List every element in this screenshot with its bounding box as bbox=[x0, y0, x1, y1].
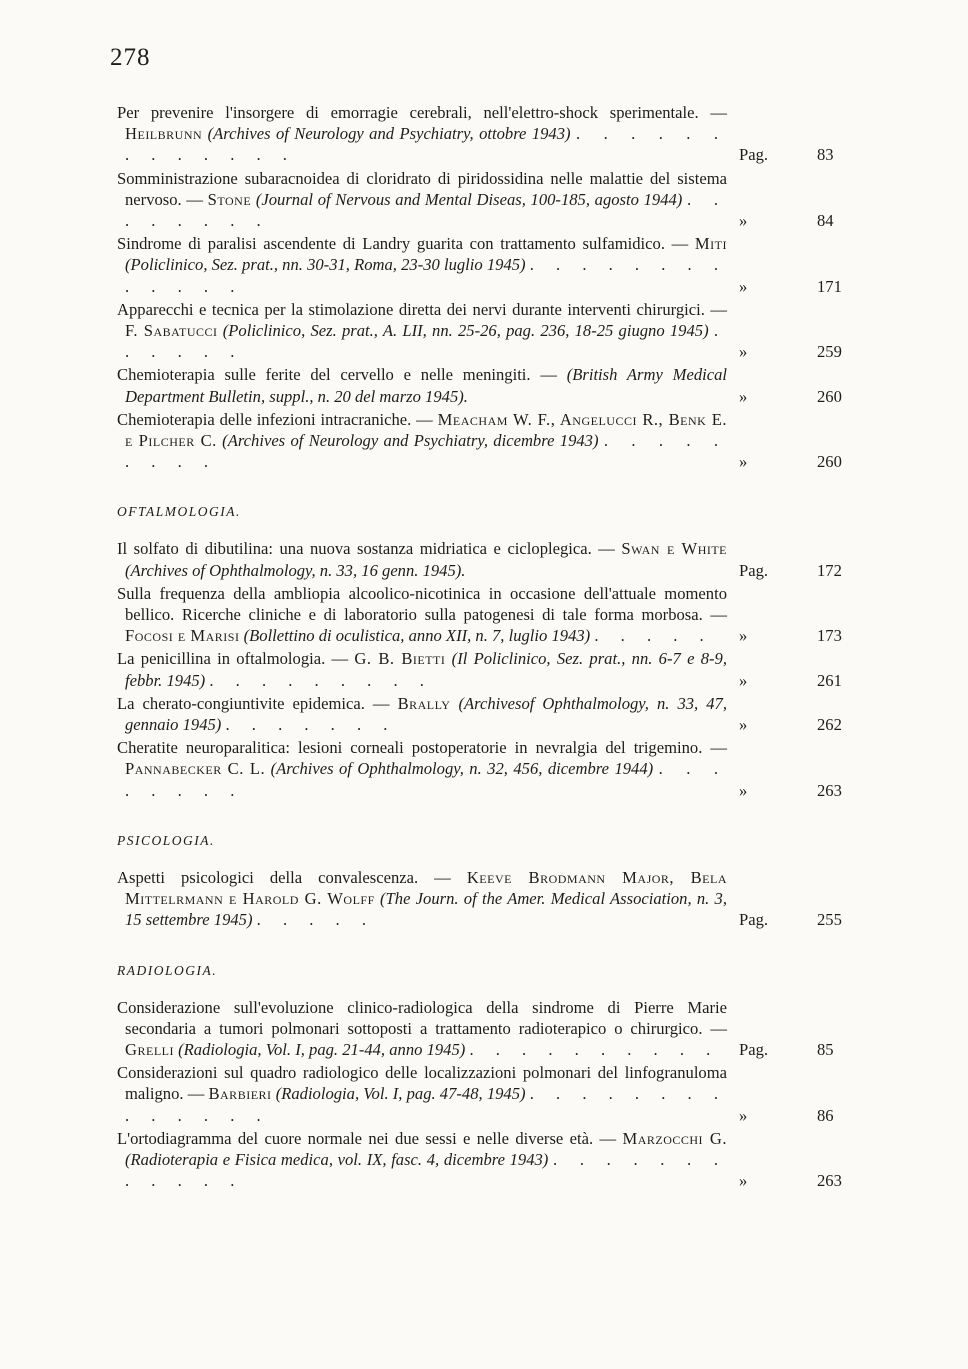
page-ref-number: 83 bbox=[817, 145, 834, 165]
entry-title: L'ortodiagramma del cuore normale nei due sessi e nelle diverse età. bbox=[117, 1128, 594, 1148]
entry-author: Meacham W. F., Angelucci R., Benk E. e Pilcher C. bbox=[125, 409, 727, 451]
entry-source: (Archives of Ophthalmology, n. 33, 16 genn. 1945). bbox=[125, 560, 466, 580]
entry-title: Chemioterapia delle infezioni intracraniche. bbox=[117, 409, 412, 429]
page-mark: » bbox=[739, 670, 748, 690]
page-ref-number: 255 bbox=[817, 910, 842, 930]
page-reference bbox=[727, 625, 857, 646]
index-entry: Considerazione sull'evoluzione clinico-radiologica della sindrome di Pierre Marie secondaria a tumori polmonari sottoposti a trattamento radioterapico o chirurgico. — Grelli (Radiologia, Vol. I, pag. 21-44, anno 1945) . . . . . . . . . . Pag. 85 bbox=[117, 997, 857, 1061]
index-entry: Aspetti psicologici della convalescenza. — Keeve Brodmann Major, Bela Mittelrmann e Harold G. Wolff (The Journ. of the Amer. Medical Association, n. 3, 15 settembre 1945) . . . . . Pag. 255 bbox=[117, 867, 857, 931]
entry-author: Focosi e Marisi bbox=[125, 626, 240, 646]
entry-title: Sulla frequenza della ambliopia alcoolico-nicotinica in occasione dell'attuale momento bellico. Ricerche cliniche e di laboratorio sulla patogenesi di tale forma morbosa. bbox=[117, 583, 727, 625]
leader-dots: . . . . . . bbox=[125, 321, 727, 362]
entry-author: Pannabecker C. L. bbox=[125, 759, 266, 779]
page-reference bbox=[727, 451, 857, 472]
index-entry: Somministrazione subaracnoidea di cloridrato di piridossidina nelle malattie del sistema nervoso. — Stone (Journal of Nervous and Mental Diseas, 100-185, agosto 1944) . . . . . . . . » 84 bbox=[117, 168, 857, 232]
entry-author: Heilbrunn bbox=[125, 124, 203, 144]
page-reference bbox=[727, 714, 857, 735]
index-entry: Cheratite neuroparalitica: lesioni corneali postoperatorie in nevralgia del trigemino. — Pannabecker C. L. (Archives of Ophthalmology, n. 32, 456, dicembre 1944) . . . . . . . . » 263 bbox=[117, 737, 857, 801]
entry-source: (Policlinico, Sez. prat., nn. 30-31, Roma, 23-30 luglio 1945) bbox=[125, 255, 526, 275]
page-ref-number: 171 bbox=[817, 276, 842, 296]
entry-title: Cheratite neuroparalitica: lesioni corneali postoperatorie in nevralgia del trigemino. bbox=[117, 738, 703, 758]
page-ref-number: 263 bbox=[817, 1171, 842, 1191]
page-mark: » bbox=[739, 342, 748, 362]
index-entry: L'ortodiagramma del cuore normale nei due sessi e nelle diverse età. — Marzocchi G. (Radioterapia e Fisica medica, vol. IX, fasc. 4, dicembre 1943) . . . . . . . . . . . . » 263 bbox=[117, 1128, 857, 1192]
page-mark: » bbox=[739, 452, 748, 472]
page-mark: Pag. bbox=[739, 145, 769, 165]
entry-source: (Archives of Neurology and Psychiatry, ottobre 1943) bbox=[207, 124, 571, 144]
entry-title: Aspetti psicologici della convalescenza. bbox=[117, 867, 419, 887]
entry-source: (Archivesof Ophthalmology, n. 33, 47, gennaio 1945) bbox=[125, 693, 727, 735]
leader-dots: . . . . . . . . . . . . bbox=[125, 1149, 728, 1191]
page-ref-number: 173 bbox=[817, 626, 842, 646]
page-ref-number: 86 bbox=[817, 1105, 834, 1125]
index-entry: Considerazioni sul quadro radiologico delle localizzazioni polmonari del linfogranuloma maligno. — Barbieri (Radiologia, Vol. I, pag. 47-48, 1945) . . . . . . . . . . . . . . » 86 bbox=[117, 1062, 857, 1126]
page-mark: » bbox=[739, 1105, 748, 1125]
leader-dots: . . . . . bbox=[594, 626, 713, 646]
index-entry: Per prevenire l'insorgere di emorragie cerebrali, nell'elettro-shock sperimentale. — Heilbrunn (Archives of Neurology and Psychiatry, ottobre 1943) . . . . . . . . . . . . . Pag. 83 bbox=[117, 102, 857, 166]
entry-author: Marzocchi G. bbox=[622, 1128, 728, 1148]
index-entry: Apparecchi e tecnica per la stimolazione diretta dei nervi durante interventi chirurgici. — F. Sabatucci (Policlinico, Sez. prat., A. LII, nn. 25-26, pag. 236, 18-25 giugno 1945) . . . . . . » 259 bbox=[117, 299, 857, 363]
entry-source: (British Army Medical Department Bulletin, suppl., n. 20 del marzo 1945). bbox=[125, 365, 727, 406]
leader-dots: . . . . . . . . . bbox=[125, 431, 727, 472]
leader-dots: . . . . . . . . . . . . . bbox=[125, 255, 727, 296]
entry-source: (Bollettino di oculistica, anno XII, n. 7, luglio 1943) bbox=[243, 626, 591, 646]
entry-title: Per prevenire l'insorgere di emorragie cerebrali, nell'elettro-shock sperimentale. bbox=[117, 103, 699, 122]
page-ref-number: 85 bbox=[817, 1039, 834, 1059]
page-reference bbox=[727, 1039, 857, 1060]
page-reference bbox=[727, 145, 857, 166]
entry-author: F. Sabatucci bbox=[125, 321, 218, 341]
page-mark: Pag. bbox=[739, 560, 769, 580]
page-number: 278 bbox=[110, 44, 151, 71]
leader-dots: . . . . . . . . bbox=[125, 189, 727, 231]
entry-source: (Radiologia, Vol. I, pag. 47-48, 1945) bbox=[275, 1084, 526, 1104]
page-mark: Pag. bbox=[739, 910, 769, 930]
section-heading-ophthalmology: OFTALMOLOGIA. bbox=[117, 504, 241, 520]
section-heading-psychology: PSICOLOGIA. bbox=[117, 832, 215, 848]
page-ref-number: 260 bbox=[817, 452, 842, 472]
entry-source: (The Journ. of the Amer. Medical Association, n. 3, 15 settembre 1945) bbox=[125, 889, 727, 930]
entry-author: Keeve Brodmann Major, Bela Mittelrmann e Harold G. Wolff bbox=[125, 867, 728, 909]
leader-dots: . . . . . . . . . . . . . . bbox=[125, 1084, 727, 1125]
page-ref-number: 263 bbox=[817, 780, 842, 800]
entry-title: Chemioterapia sulle ferite del cervello e nelle meningiti. bbox=[117, 365, 531, 385]
leader-dots: . . . . . bbox=[256, 910, 375, 930]
leader-dots: . . . . . . . . . . . . . bbox=[125, 124, 728, 165]
entry-source: (Archives of Ophthalmology, n. 32, 456, dicembre 1944) bbox=[270, 759, 654, 779]
index-entry: Sindrome di paralisi ascendente di Landry guarita con trattamento sulfamidico. — Miti (Policlinico, Sez. prat., nn. 30-31, Roma, 23-30 luglio 1945) . . . . . . . . . . . . . » 171 bbox=[117, 233, 857, 297]
index-entry: La cherato-congiuntivite epidemica. — Brally (Archivesof Ophthalmology, n. 33, 47, gennaio 1945) . . . . . . . » 262 bbox=[117, 693, 857, 735]
index-entry: Chemioterapia delle infezioni intracraniche. — Meacham W. F., Angelucci R., Benk E. e Pilcher C. (Archives of Neurology and Psychiatry, dicembre 1943) . . . . . . . . . » 260 bbox=[117, 409, 857, 473]
entry-title: Apparecchi e tecnica per la stimolazione diretta dei nervi durante interventi chirurgici. bbox=[117, 299, 705, 319]
entry-title: Considerazioni sul quadro radiologico delle localizzazioni polmonari del linfogranuloma maligno. bbox=[117, 1063, 727, 1104]
page-mark: » bbox=[739, 386, 748, 406]
entry-author: G. B. Bietti bbox=[354, 649, 446, 669]
entry-title: Il solfato di dibutilina: una nuova sostanza midriatica e cicloplegica. bbox=[117, 539, 592, 559]
entry-source: (Archives of Neurology and Psychiatry, dicembre 1943) bbox=[222, 431, 599, 451]
entry-author: Brally bbox=[397, 693, 451, 713]
page-mark: » bbox=[739, 1171, 748, 1191]
section-neurology bbox=[117, 102, 857, 1193]
page-mark: » bbox=[739, 276, 748, 296]
page-mark: » bbox=[739, 211, 748, 231]
page-mark: » bbox=[739, 780, 748, 800]
index-entry: Sulla frequenza della ambliopia alcoolico-nicotinica in occasione dell'attuale momento bellico. Ricerche cliniche e di laboratorio sulla patogenesi di tale forma morbosa. — Focosi e Marisi (Bollettino di oculistica, anno XII, n. 7, luglio 1943) . . . . . » 173 bbox=[117, 583, 857, 647]
leader-dots: . . . . . . . bbox=[225, 715, 397, 735]
page-reference bbox=[727, 386, 857, 407]
entry-author: Stone bbox=[207, 189, 252, 209]
page-reference bbox=[727, 341, 857, 362]
entry-source: (Il Policlinico, Sez. prat., nn. 6-7 e 8-9, febbr. 1945) bbox=[125, 649, 727, 690]
page-mark: » bbox=[739, 626, 748, 646]
leader-dots: . . . . . . . . . bbox=[209, 670, 433, 690]
page-reference bbox=[727, 560, 857, 581]
page-reference bbox=[727, 910, 857, 931]
entry-author: Swan e White bbox=[621, 539, 728, 559]
page-ref-number: 172 bbox=[817, 560, 842, 580]
leader-dots: . . . . . . . . . . bbox=[469, 1039, 720, 1059]
entry-author: Grelli bbox=[125, 1039, 174, 1059]
page-ref-number: 84 bbox=[817, 211, 834, 231]
page-ref-number: 259 bbox=[817, 342, 842, 362]
page-reference bbox=[727, 276, 857, 297]
entry-source: (Journal of Nervous and Mental Diseas, 100-185, agosto 1944) bbox=[255, 189, 683, 209]
index-entry: La penicillina in oftalmologia. — G. B. Bietti (Il Policlinico, Sez. prat., nn. 6-7 e 8-9, febbr. 1945) . . . . . . . . . » 261 bbox=[117, 648, 857, 690]
entry-title: Considerazione sull'evoluzione clinico-radiologica della sindrome di Pierre Marie secondaria a tumori polmonari sottoposti a trattamento radioterapico o chirurgico. bbox=[117, 997, 727, 1038]
section-heading-radiology: RADIOLOGIA. bbox=[117, 962, 218, 978]
page-reference bbox=[727, 1170, 857, 1191]
entry-title: La penicillina in oftalmologia. bbox=[117, 649, 326, 669]
index-entry: Chemioterapia sulle ferite del cervello e nelle meningiti. — (British Army Medical Department Bulletin, suppl., n. 20 del marzo 1945). » 260 bbox=[117, 364, 857, 406]
page-mark: Pag. bbox=[739, 1039, 769, 1059]
page-reference bbox=[727, 1105, 857, 1126]
entry-source: (Radiologia, Vol. I, pag. 21-44, anno 1945) bbox=[178, 1039, 466, 1059]
entry-author: Barbieri bbox=[208, 1084, 272, 1104]
page-reference bbox=[727, 210, 857, 231]
entry-author: Miti bbox=[694, 234, 727, 254]
page-ref-number: 261 bbox=[817, 670, 842, 690]
page-reference bbox=[727, 670, 857, 691]
page-reference bbox=[727, 780, 857, 801]
entry-title: Sindrome di paralisi ascendente di Landry guarita con trattamento sulfamidico. bbox=[117, 234, 665, 254]
index-entry: Il solfato di dibutilina: una nuova sostanza midriatica e cicloplegica. — Swan e White (Archives of Ophthalmology, n. 33, 16 genn. 1945). Pag. 172 bbox=[117, 538, 857, 580]
page-mark: » bbox=[739, 715, 748, 735]
entry-title: La cherato-congiuntivite epidemica. bbox=[117, 693, 365, 713]
entry-source: (Radioterapia e Fisica medica, vol. IX, fasc. 4, dicembre 1943) bbox=[125, 1149, 549, 1169]
leader-dots: . . . . . . . . bbox=[125, 759, 727, 800]
page-ref-number: 260 bbox=[817, 386, 842, 406]
entry-source: (Policlinico, Sez. prat., A. LII, nn. 25-26, pag. 236, 18-25 giugno 1945) bbox=[222, 321, 709, 341]
entry-title: Somministrazione subaracnoidea di cloridrato di piridossidina nelle malattie del sistema nervoso. bbox=[117, 168, 727, 209]
page-ref-number: 262 bbox=[817, 715, 842, 735]
